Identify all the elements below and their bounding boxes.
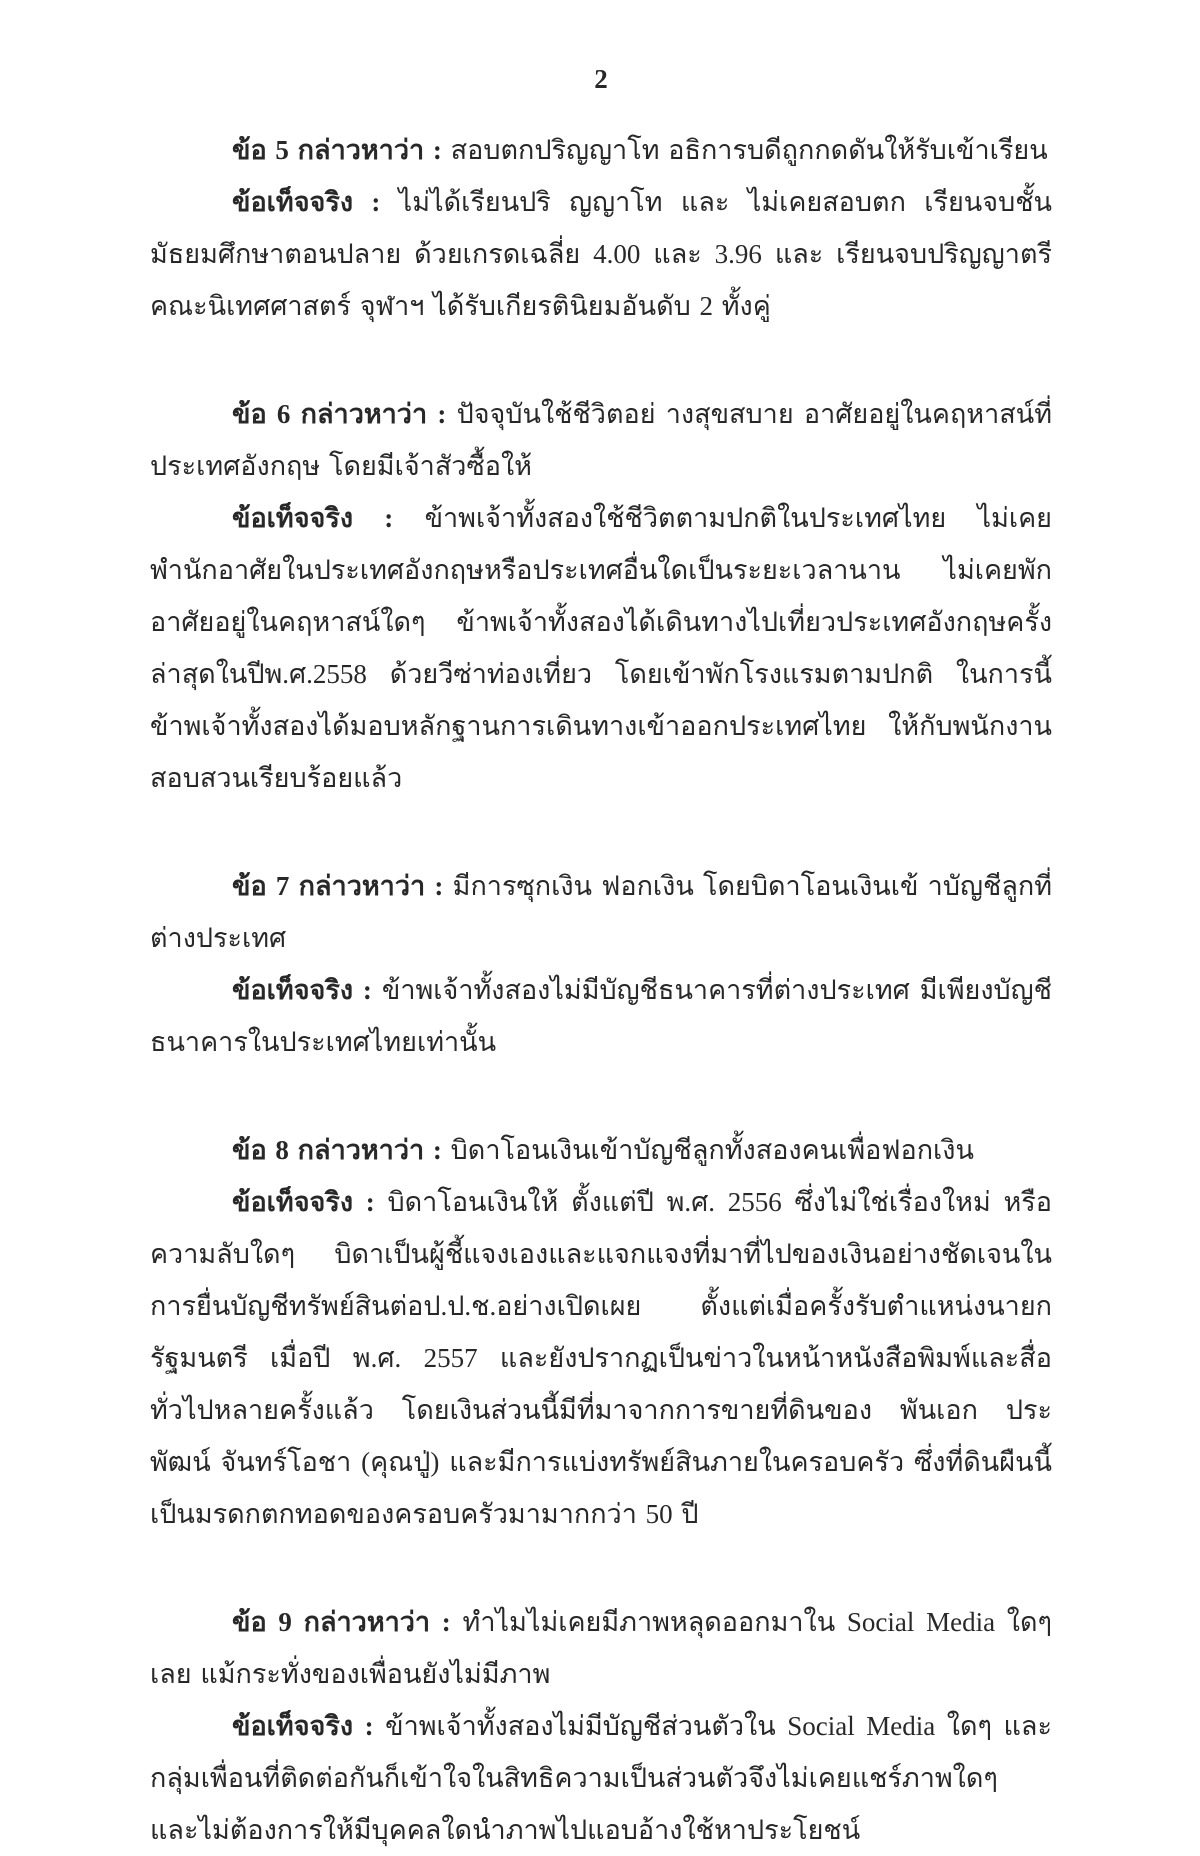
allegation-label: ข้อ 8 กล่าวหาว่า : [232,1135,442,1165]
fact-paragraph [150,176,1052,332]
page-number: 2 [594,64,608,94]
allegation-text: ปัจจุบันใช้ชีวิตอย่ างสุขสบาย อาศัยอยู่ในคฤหาสน์ที่ประเทศอังกฤษ โดยมีเจ้าสัวซื้อให้ [150,399,1052,481]
fact-label: ข้อเท็จจริง : [232,1187,375,1217]
allegation-label: ข้อ 5 กล่าวหาว่า : [232,135,442,165]
section-item-8 [150,1124,1052,1540]
fact-text: ข้าพเจ้าทั้งสองไม่มีบัญชีธนาคารที่ต่างประเทศ มีเพียงบัญชีธนาคารในประเทศไทยเท่านั้น [150,975,1053,1057]
allegation-text: บิดาโอนเงินเข้าบัญชีลูกทั้งสองคนเพื่อฟอกเงิน [450,1135,974,1165]
allegation-label: ข้อ 9 กล่าวหาว่า : [232,1607,451,1637]
fact-paragraph [150,1176,1052,1540]
fact-paragraph [150,1700,1052,1856]
fact-label: ข้อเท็จจริง : [232,1711,374,1741]
fact-paragraph [150,964,1052,1068]
allegation-text: ทำไมไม่เคยมีภาพหลุดออกมาใน Social Media ใดๆเลย แม้กระทั่งของเพื่อนยังไม่มีภาพ [150,1607,1052,1689]
section-item-9 [150,1596,1052,1856]
allegation-paragraph [150,124,1052,176]
allegation-text: มีการซุกเงิน ฟอกเงิน โดยบิดาโอนเงินเข้ าบัญชีลูกที่ต่างประเทศ [150,871,1053,953]
allegation-paragraph [150,1124,1052,1176]
fact-paragraph [150,492,1052,804]
fact-text: ข้าพเจ้าทั้งสองไม่มีบัญชีส่วนตัวใน Social Media ใดๆ และ กลุ่มเพื่อนที่ติดต่อกันก็เข้าใจในสิทธิความเป็นส่วนตัวจึงไม่เคยแชร์ภาพใดๆ และไม่ต้องการให้มีบุคคลใดนำภาพไปแอบอ้างใช้หาประโยชน์ [150,1711,1052,1845]
allegation-label: ข้อ 7 กล่าวหาว่า : [232,871,444,901]
fact-label: ข้อเท็จจริง : [232,975,372,1005]
fact-text: บิดาโอนเงินให้ ตั้งแต่ปี พ.ศ. 2556 ซึ่งไม่ใช่เรื่องใหม่ หรือ ความลับใดๆ บิดาเป็นผู้ชี้แจงเองและแจกแจงที่มาที่ไปของเงินอย่างชัดเจนในการยื่นบัญชีทรัพย์สินต่อป.ป.ช.อย่างเปิดเผย ตั้งแต่เมื่อครั้งรับตำแหน่งนายกรัฐมนตรี เมื่อปี พ.ศ. 2557 และยังปรากฏเป็นข่าวในหน้าหนังสือพิมพ์และสื่อทั่วไปหลายครั้งแล้ว โดยเงินส่วนนี้มีที่มาจากการขายที่ดินของ พันเอก ประพัฒน์ จันทร์โอชา (คุณปู่) และมีการแบ่งทรัพย์สินภายในครอบครัว ซึ่งที่ดินผืนนี้เป็นมรดกตกทอดของครอบครัวมามากกว่า 50 ปี [150,1187,1052,1529]
fact-label: ข้อเท็จจริง : [232,187,381,217]
fact-text: ข้าพเจ้าทั้งสองใช้ชีวิตตามปกติในประเทศไทย ไม่เคยพำนักอาศัยในประเทศอังกฤษหรือประเทศอื่นใดเป็นระยะเวลานาน ไม่เคยพักอาศัยอยู่ในคฤหาสน์ใดๆ ข้าพเจ้าทั้งสองได้เดินทางไปเที่ยวประเทศอังกฤษครั้งล่าสุดในปีพ.ศ.2558 ด้วยวีซ่าท่องเที่ยว โดยเข้าพักโรงแรมตามปกติ ในการนี้ ข้าพเจ้าทั้งสองได้มอบหลักฐานการเดินทางเข้าออกประเทศไทย ให้กับพนักงานสอบสวนเรียบร้อยแล้ว [150,503,1052,793]
allegation-paragraph [150,860,1052,964]
allegation-paragraph [150,1596,1052,1700]
section-item-6 [150,388,1052,804]
section-item-7 [150,860,1052,1068]
allegation-label: ข้อ 6 กล่าวหาว่า : [232,399,447,429]
allegation-paragraph [150,388,1052,492]
fact-text: ไม่ได้เรียนปริ ญญาโท และ ไม่เคยสอบตก เรียนจบชั้นมัธยมศึกษาตอนปลาย ด้วยเกรดเฉลี่ย 4.00 และ 3.96 และ เรียนจบปริญญาตรี คณะนิเทศศาสตร์ จุฬาฯ ได้รับเกียรตินิยมอันดับ 2 ทั้งคู่ [150,187,1052,321]
fact-label: ข้อเท็จจริง : [232,503,394,533]
section-item-5 [150,124,1052,332]
allegation-text: สอบตกปริญญาโท อธิการบดีถูกกดดันให้รับเข้าเรียน [450,135,1048,165]
